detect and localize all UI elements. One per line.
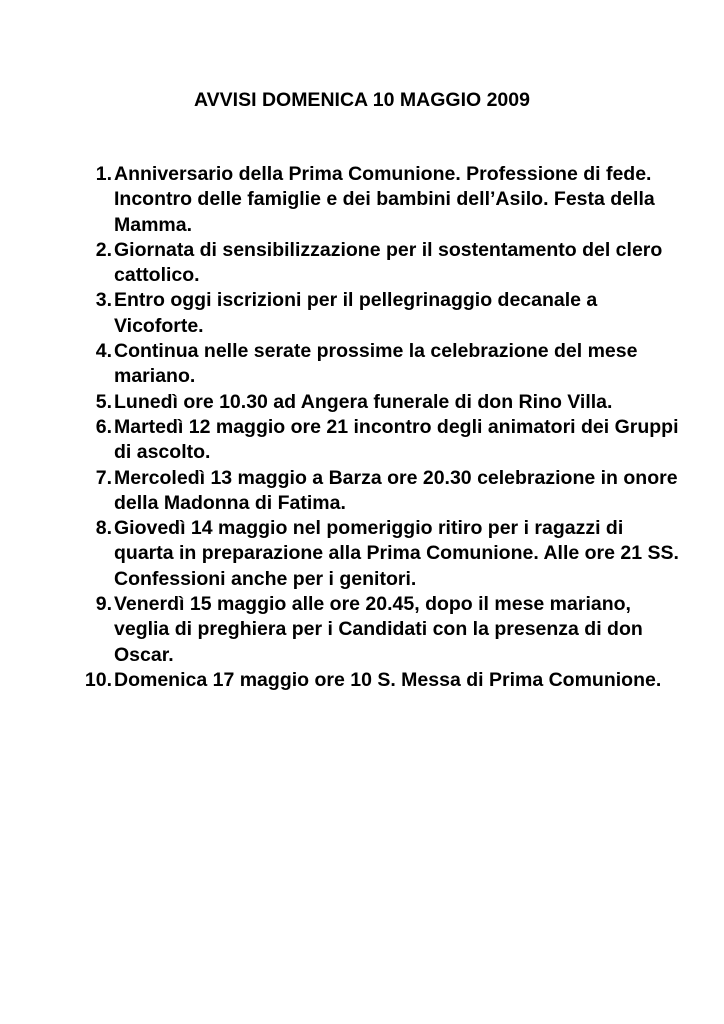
item-text: Mercoledì 13 maggio a Barza ore 20.30 celebrazione in onore della Madonna di Fatima.: [114, 466, 678, 514]
item-text: Giovedì 14 maggio nel pomeriggio ritiro per i ragazzi di quarta in preparazione alla Prima Comunione. Alle ore 21 SS. Confessioni anche per i genitori.: [114, 517, 679, 590]
notices-list: [0, 162, 724, 693]
item-number: 4.: [95, 340, 112, 363]
item-number: 1.: [95, 163, 112, 185]
list-item: [0, 339, 724, 390]
list-item: [0, 288, 724, 339]
list-item: [0, 238, 724, 289]
item-text: Venerdì 15 maggio alle ore 20.45, dopo il mese mariano, veglia di preghiera per i Candidati con la presenza di don Oscar.: [114, 593, 643, 666]
list-item: [0, 516, 724, 592]
item-text: Domenica 17 maggio ore 10 S. Messa di Prima Comunione.: [114, 668, 662, 691]
list-item: [0, 466, 724, 517]
item-text: Lunedì ore 10.30 ad Angera funerale di don Rino Villa.: [114, 390, 613, 413]
item-number: 5.: [95, 390, 112, 413]
item-number: 6.: [95, 415, 112, 438]
item-number: 8.: [95, 517, 112, 540]
list-item: [0, 390, 724, 415]
list-item: [0, 415, 724, 466]
item-text: Martedì 12 maggio ore 21 incontro degli animatori dei Gruppi di ascolto.: [114, 415, 679, 464]
item-number: 3.: [95, 289, 112, 312]
list-item: [0, 668, 724, 693]
item-number: 10.: [84, 668, 112, 691]
list-item: [0, 162, 724, 238]
document-title: AVVISI DOMENICA 10 MAGGIO 2009: [194, 89, 530, 111]
item-number: 7.: [95, 466, 112, 489]
item-text: Anniversario della Prima Comunione. Professione di fede. Incontro delle famiglie e dei bambini dell’Asilo. Festa della Mamma.: [114, 163, 655, 236]
list-item: [0, 592, 724, 668]
item-text: Continua nelle serate prossime la celebrazione del mese mariano.: [114, 340, 638, 388]
item-text: Entro oggi iscrizioni per il pellegrinaggio decanale a Vicoforte.: [114, 289, 598, 337]
item-number: 2.: [95, 238, 112, 261]
item-number: 9.: [95, 593, 112, 616]
item-text: Giornata di sensibilizzazione per il sostentamento del clero cattolico.: [114, 238, 663, 287]
